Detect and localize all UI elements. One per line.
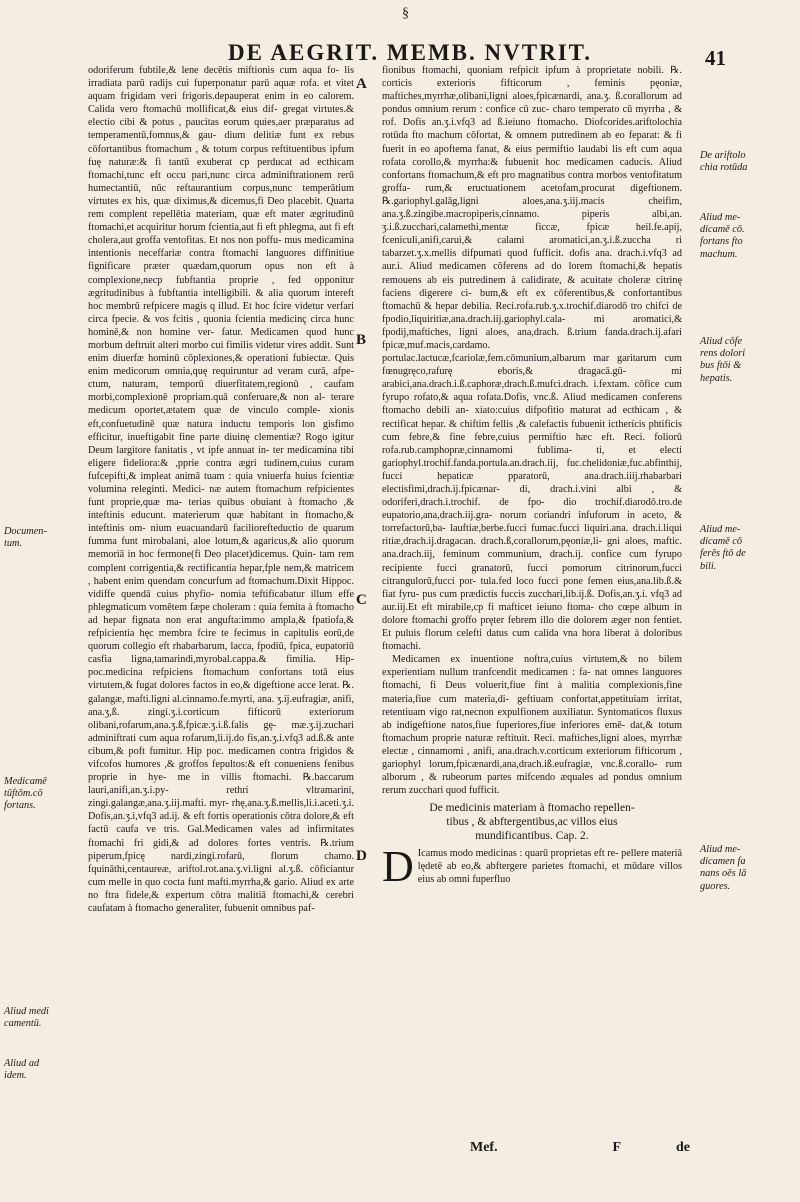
margin-note-right: Aliud me- dicamen fa nans oēs lā guores. [700,844,747,892]
chapter-heading-line: mundificantibus. Cap. 2. [475,830,589,843]
left-column-text: odoriferum fubtile,& lene decētis miftionis cum aqua fo- lis irradiata parū radijs cui fuperponatur parū aquæ rofa. et vitet aquam frigidam veri frigoris.depauperat enim in eo calorem. Calida vero ftomachū mollificat,& eius dif- gregat virtutes.& electio cibi & potus , paucitas eorum quies,aer præparatus ad temperamentū,fomnus,& gau- dium delitiæ funt ex rebus cōfortantibus ftomachum , & totum corpus reftituentibus ipfum fuę naturæ:& fi tantū exuberat cp perducat ad ecthicam ftomachi,tunc eft occu pari,nunc circa adminiftrationem rerū humectantiū, nūc reftaurantium corpus,nunc temperātium virtutes ex his, quæ diximus,& dicemus,fi Deo placebit. Quarta rem complent repellētia materiam, quæ eft mater ægritudinū ftomachi,et acquiritur horum fcientia,aut fi eft phlegma, aut fi eft cholera,aut groffa ventofitas. Et nos non poffu- mus medicamina intentionis neceffariæ contra ftomachi languores diffinitiue fignificare præter quædam,quorum opus non eft à complexione,necp fubftantia proprie , fed opponitur ægritudinibus à fubftantia intelligibili. & alia quorum intereft hoc membrū refpicere magis q illud. Et hoc fcire videtur verfari circa fpecie. & vos fcitis , quonia fcientia medicinç circa hunc hominē,& non homine ver- fatur. Medicamen quod hunc morbum deftruit alteri morbo cui fimilis videtur vires addit. Sunt enim diuerfæ hominū cōplexiones,& operationi fubiectæ. Quis enim medicorum omnia,quę requiruntur ad veram curā, afpe- ctum, naturam, temporū diuerfitatem,regionū , caufam morbi,complexionē propriam.quā conferuare,& non al- terare medicum oportet,ætatem quæ de vinculo comple- xionis eft,confuetudinē quæ natura inductu temporis lon gisfimo efficitur, inueftigabit fine parte diuinę clementiæ? Rogo igitur Deum largitore fanitatis , vt ipfe annuat in- ter medicamina tibi eligere fideliora:& ,pprie contra ægri tudinem,cuius curam fufcepifti,& impleat animā tuam : quia vniuerfa huius fcientiæ volumina releginti. Medici- næ autem ftomachum refpicientes funt proprie,quæ ma- terias quibus obuiant à ftomacho ,& inteftinis educunt. materierum quæ habitant in ftomacho,& inteftinis om- nium euacuandarū faciliorefteductio de quarum fumma funt mirobalani, aloe lotum,& agaricus,& alio quorum memoriā in hoc fermone(fi Deo placet)dicemus. Quin- tam rem complent corrigentia,& rectificantia hepar,fple nem,& matricem , habent enim quendam concurfum ad ftomachum.Dixit Hippoc. vidiffe quendā cuius phyfio- nomia teftificabatur illum effe phlegmaticum vomētem fæpe choleram : quia femita à ftomacho ad hepar fignata non erat angufta:immo ampla,& fpatiofa,& refpicientia hęc membra fcire te fecimus in capitulis eorū,de quorum collegio eft rhabarbarum, lacca, fpodiū, fpica, eupatoriū casfia ligna,tamarindi,myrobal.cappa.& fimilia. Hip- poc.medicina refpiciens ftomachum confortans totā eius virtutem,& fugat dolores factos in eo,& digeftione acce lerat. ℞. galangæ, mafti.ligni al.cinnamo.fe.myrti, ana. ʒ.ij.eufragiæ, anifi, ana.ʒ,ß. zingi.ʒ.i.corticum fifticorū exteriorum olibani,rofarum,ana.ʒ.ß,fpicæ.ʒ.i.ß.falis gę- mæ.ʒ.ij.zuchari adminiftrati cum aqua rofarum,li.ij.do fis,an.ʒ.i.vfq3 ad.ß.& ante cibum,& poft fumitur. Hip poc. medicamen contra frigidos & vifcofos humores ,& groffos fepultos:& eft conueniens fenibus proprie in hye- me in villis ftomachi. ℞.baccarum lauri,anifi,an.ʒ.i.py- rethri vltramarini, zingi.galangæ,ana.ʒ.iij.mafti. myr- rhę,ana.ʒ.ß.mellis,li.i.aceti.ʒ.i. Dofis,an.ʒ.i,vfq3 ad.ij. & eft fortis operationis cōtra dolore,& eft factū caufa ve tris. Gal.Medicamen vales ad infirmitates ftomachi fri gidi,& ad dolores fortes ventris. ℞.trium piperum,fpicę nardi,zingi.rofarū, florum chamo. fquināthi,centaureæ, ariftol.rot.ana.ʒ.vi.ligni al.ʒ.ß. cōficiantur cum melle in quo cocta funt mafti.myrrha,& gario. Aliud ex arte no ftra fidele,& expertum cōtra malitiā ftomachi,& cerebri caufatam à ftomacho generaliter, fubuenit omnibus paf- [88,65,354,914]
chapter-heading-line: tibus , & abftergentibus,ac villos eius [446,816,618,829]
left-column [88,64,354,1180]
right-column [382,64,682,1180]
chapter-heading-line: De medicinis materiam à ftomacho repellen- [429,802,635,815]
top-mark: § [402,6,409,21]
margin-note-left: Documen- tum. [4,526,47,550]
page-number: 41 [705,46,726,70]
margin-note-left: Medicamē tūftōm.cō fortans. [4,776,47,812]
right-column-text: Medicamen ex inuentione noftra,cuius virtutem,& no bilem experientiam nullum tranfcendit medicamen : fa- nat omnes languores ftomachi, fi Deus voluerit,fiue fint à malitia complexionis,fine materia,fiue cum materia,di- geftiuam confortat,appetituiam irritat, retentiuam vigo rat,necnon expulfionem auxiliatur. Syntomaticos fluxus ab indigeftione natos,fiue fuperiores,fiue inferiores emē- dat,& totum ftomachum proprie naturæ reftituit. Reci. maftiches,ligni aloes, myrrhæ electæ , cinnamomi , anifi, ana.drach.v.corticum exteriorum fifticorum , gariophyl lorum,fpicænardi,ana,drach.iß.eufragiæ, vnc.ß.corallo- rum alborum , & rubeorum partes mifcendo æquales ad pondus omnium rerum zucchari quod fufficit. [382,654,682,797]
catchword: de [676,1140,690,1155]
margin-note-left: Aliud ad idem. [4,1058,40,1082]
section-letter-b: B [356,332,367,348]
margin-note-left: Aliud medi camentū. [4,1006,49,1030]
drop-capital: D [382,842,414,892]
chapter-heading [382,801,682,843]
section-letter-c: C [356,592,367,608]
margin-note-right: Aliud me- dicamē cō. fortans fto machum. [700,212,745,260]
chapter-opening [382,842,682,892]
right-column-text: fionibus ftomachi, quoniam refpicit ipfum à proprietate nobili. ℞. corticis exterioris fifticorum , feminis pęoniæ, maftiches,myrrhæ,olibani,ligni aloes,fpicænardi, ana.ʒ. ß.corallorum ad pondus omnium rerum : confice cū zuc- charo temperato cū myrrha , & rof. Dofis an.ʒ.i.vfq3 ad ß.ieiuno ftomacho. Diofcorides.ariftolochia rotūda fto machum cōfortat, & omnem putredinem ab eo feparat: & fi fuerit in eo apoftema fanat, & eius permiftio laudabi lis eft cum aqua rofata corollo,& myrrha:& fubuenit hoc medicamen caducis. Aliud confortans ftomachum,& eft pro magnatibus contra morbos ventofitatum groffa- rum,& eructuationem acetofam,procurat digeftionem. ℞.gariophyl.galāg,ligni aloes,ana.ʒ.iij.macis cheifim, ana.ʒ.ß.zingibe.macropiperis,cinnamo. piperis albi,an. ʒ.i.ß.zucchari,calamethi,mentæ ficcæ, fpicæ heil.fe.apij, fceniculi,anifi,carui,& calami aromatici,an.ʒ.i.ß.zuccha ri tabarzet.ʒ.x.mellis difpumati quod fufficit. dofis ana. drach.i.vfq3 ad aur.i. Aliud medicamen cōferens ad do lorem ftomachi,& hepatis remouens ab eis putredinem à calidirate, & acuitate choleræ citrinę faciens digerere ci- bum,& eft ex cōferentibus,& confortantibus ftomachū & hepar debilia. Reci.rofa.rub.ʒ.x.trochif.diarodō tro chifci de fpodio,liquiritiæ,ana.drach.iij.gariophyl.cala- mi aromatici,& fpodij,maftiches, ligni aloes, ana,drach. ß.trium fanda.drach.ij.afari fpicæ,muf.macis,cardamo. portulac.lactucæ,fcariolæ,fem.cōmunium,albarum mar garitarum cum fœnugręco,rafurę eboris,& dragacā.gū- mi arabici,ana.drach.i.ß.caphoræ,drach.ß.mufci.drach. i.fextam. cōfice cum fyrupo rofato,& aqua rofata.Dofis, vnc.ß. Aliud medicamen conferens ftomacho debili an- xiato:cuius difpofitio maturat ad ecthicam , & rectificat hepar. & chiftim fellis ,& calefactis fubuenit ictherícis phtificis cum febre,& fine febre,cuius permiftio hæc eft. Reci. foliorū rofa.rub.camphopræ,cinnamomi fublima- ti, et electi gariophyl.trochif.fanda.portula.an.drach.iij, fuc.chelidoniæ,fuc.abfinthij, fucci hepaticæ pparatorū, ana.drach.iiij.rhabarbari electisfimi,drach.ij.fpicænar- di, drach.i.vini albi , & odoriferi,drach.i.trochif. de fpo- dio trochif.diarodō.tro.de eupatorio,ana,drach.iij.gra- norum coriandri infuforum in aceto, & torrefactorū,ba- lauftiæ,berbe.fucci fumac.fucci liquiri.ana. drach.i.liqui ritiæ,drach.ij.dragacan. drach.ß,corallorum,pęoniæ,li- gni aloes, maftic. ana.drach.iij, feminum communium, drach.ij. confice cum fyrupo recipiente fucci granatorū, fucci pomorum citrinorum,fucci citrangulorū,fucci por- tula.fed loco fucci pone femen eius,ana.lib.ß.& fiat fyru- pus cum prædictis fuccis zucchari,lib.ij.ß. Dofis,an.ʒ.i. vfq3 ad aur.iij.Et eft mirabile,cp fi mafticet ieiuno ftoma- cho cœpe album in dolore ftomachi groffo pręter febrem illo die dolorem æger non fentiet. Et puluis florum celefti datus cum calida vna hora liberat à doloribus ftomachi. [382,65,682,653]
margin-note-right: Aliud cōfe rens dolori bus ftōi & hepatis. [700,336,746,384]
signature-mark: Mef. [470,1140,498,1155]
margin-note-right: De ariftolo chia rotūda [700,150,748,174]
chapter-text: Icamus modo medicinas : quarū proprietas eft re- pellere materiā lędetē ab eo,& abftergere parietes ftomachi, et mūdare villos eius ab omni fuperfluo [417,848,682,886]
section-letter-a: A [356,76,367,92]
section-letter-d: D [356,848,367,864]
margin-note-right: Aliud me- dicamē cō ferēs ftō de bili. [700,524,746,572]
gathering-letter: F [612,1140,622,1155]
running-title: DE AEGRIT. MEMB. NVTRIT. [227,40,593,65]
catchword-line [470,1140,690,1156]
